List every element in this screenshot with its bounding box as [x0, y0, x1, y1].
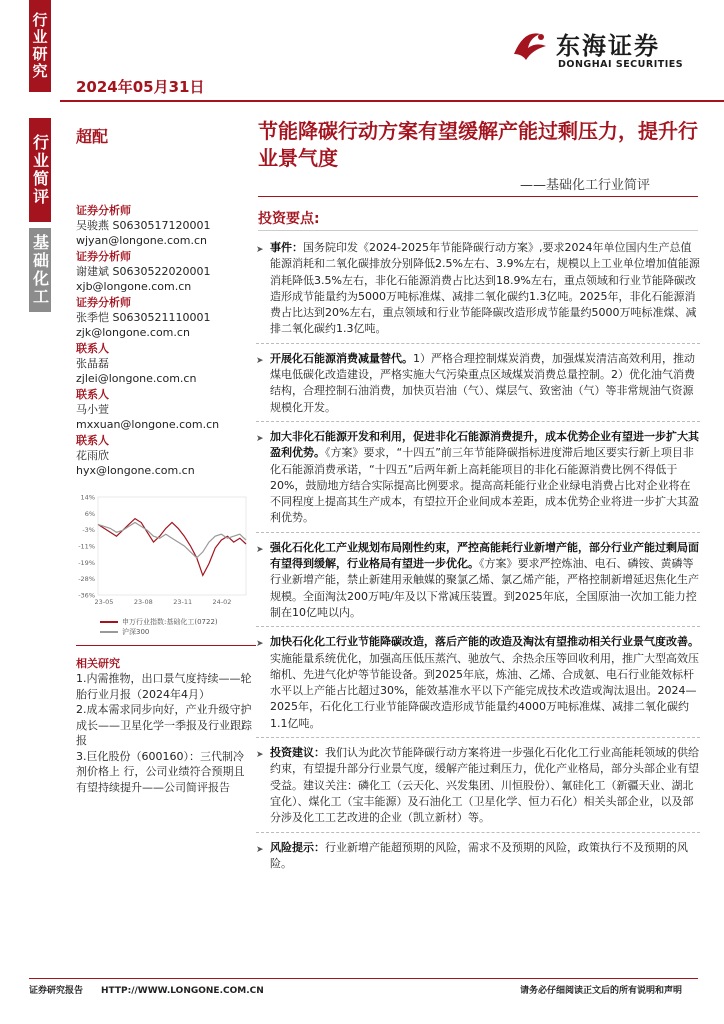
contact-role: 联系人 — [76, 388, 109, 401]
contact-name: 花雨欣 — [76, 449, 109, 462]
x-tick-label: 23-11 — [173, 598, 193, 606]
point-separator — [256, 343, 700, 345]
contact-entry — [76, 340, 256, 386]
contact-entry — [76, 386, 256, 432]
analyst-role: 证券分析师 — [76, 204, 131, 217]
index-performance-chart — [60, 487, 258, 607]
point-text: 国务院印发《2024-2025年节能降碳行动方案》,要求2024年单位国内生产总值能源消耗和二氧化碳排放分别降低2.5%左右、3.9%左右，规模以上工业单位增加值能源消耗降低3.5%左右，非化石能源消费占比达到18.9%左右，重点领域和行业节能降碳改造形成节能量约为5000万吨标准煤、减排二氧化碳约1.3亿吨。2025年，非化石能源消费占比达到20%左右，重点领域和行业节能降碳改造形成节能量约5000万吨标准煤、减排二氧化碳约1.3亿吨。 — [270, 241, 700, 336]
report-date: 2024年05月31日 — [76, 78, 205, 96]
y-tick-label: -28% — [78, 575, 95, 584]
series-line-1 — [98, 519, 246, 576]
point-item — [256, 634, 700, 732]
related-research-item[interactable]: 1.内需推物，出口景气度持续——轮胎行业月报（2024年4月） — [76, 672, 252, 701]
report-type-tab: 行业研究 — [29, 0, 51, 92]
point-item — [256, 745, 700, 826]
arrow-bullet-icon: ➤ — [256, 355, 264, 366]
y-tick-label: 6% — [84, 509, 95, 518]
report-title: 节能降碳行动方案有望缓解产能过剩压力，提升行业景气度 — [258, 119, 698, 170]
analyst-entry — [76, 248, 256, 294]
arrow-bullet-icon: ➤ — [256, 750, 264, 761]
point-separator — [256, 626, 700, 628]
point-item — [256, 429, 700, 527]
legend-swatch-grey — [100, 631, 118, 633]
y-tick-label: -11% — [78, 542, 95, 551]
chart-divider — [76, 645, 256, 646]
contact-name: 张晶磊 — [76, 357, 109, 370]
analyst-role: 证券分析师 — [76, 296, 131, 309]
logo-text-cn: 东海证券 — [556, 32, 660, 60]
point-item — [256, 351, 700, 416]
investment-points-heading: 投资要点: — [258, 211, 320, 227]
side-tab-report-category — [29, 118, 51, 222]
legend-item — [100, 627, 260, 637]
point-head: 投资建议： — [270, 746, 325, 760]
point-separator — [256, 737, 700, 739]
arrow-bullet-icon: ➤ — [256, 639, 264, 650]
side-tab-label: 行业简评 — [30, 134, 50, 206]
analyst-list — [76, 202, 256, 478]
points-divider — [258, 230, 698, 231]
analyst-name: 吴骏燕 S0630517120001 — [76, 219, 211, 232]
related-research-title: 相关研究 — [76, 657, 120, 670]
point-text: 行业新增产能超预期的风险，需求不及预期的风险，政策执行不及预期的风险。 — [270, 840, 688, 870]
company-logo — [510, 22, 700, 74]
header-divider — [60, 100, 724, 102]
logo-mark-icon — [510, 28, 550, 64]
footer-disclaimer: 请务必仔细阅读正文后的所有说明和声明 — [520, 986, 683, 996]
legend-swatch-red — [100, 621, 118, 623]
point-separator — [256, 832, 700, 834]
plot-area — [98, 497, 246, 595]
point-text: 1）严格合理控制煤炭消费，加强煤炭清洁高效利用，推动煤电低碳化改造建设，严格实施大气污染重点区域煤炭消费总量控制。2）优化油气消费结构，合理控制石油消费，加快页岩油（气）、煤层气、致密油（气）等非常规油气资源规模化开发。 — [270, 351, 695, 414]
related-research-list — [76, 671, 254, 795]
y-tick-label: 14% — [80, 493, 95, 502]
point-text: 《方案》要求，“十四五”前三年节能降碳指标进度滞后地区要实行新上项目非化石能源消费承诺，“十四五”后两年新上高耗能项目的非化石能源消费比例不得低于20%，鼓励地方结合实际提高比例要求。提高高耗能行业企业绿电消费占比对企业将在不同程度上提高其生产成本，有望拉开企业间成本差距，成本优势企业将进一步扩大其盈利优势。 — [270, 446, 699, 525]
related-research-item[interactable]: 3.巨化股份（600160）：三代制冷剂价格上 行，公司业绩符合预期且有望持续提升——公司简评报告 — [76, 749, 245, 794]
point-head: 加大非化石能源开发和利用，促进非化石能源消费提升，成本优势企业有望进一步扩大其盈利优势。 — [270, 429, 699, 460]
analyst-role: 证券分析师 — [76, 250, 131, 263]
y-tick-label: -19% — [78, 558, 95, 567]
series-line-2 — [98, 523, 246, 558]
point-item — [256, 240, 700, 338]
contact-entry — [76, 432, 256, 478]
point-item — [256, 540, 700, 621]
arrow-bullet-icon: ➤ — [256, 844, 264, 855]
legend-label: 沪深300 — [122, 628, 150, 636]
point-separator — [256, 421, 700, 423]
point-text: 我们认为此次节能降碳行动方案将进一步强化石化化工行业高能耗领域的供给约束，有望提升部分行业景气度，缓解产能过剩压力，优化产业格局，部分头部企业有望受益。建议关注：磷化工（云天化、兴发集团、川恒股份）、氟硅化工（新疆天业、湖北宜化）、煤化工（宝丰能源）及石油化工（卫星化学、恒力石化）相关头部企业，以及部分涉及化工工艺改进的企业（凯立新材）等。 — [270, 746, 699, 825]
contact-name: 马小萱 — [76, 403, 109, 416]
point-head: 事件： — [270, 241, 303, 254]
contact-email[interactable]: hyx@longone.com.cn — [76, 464, 195, 477]
contact-email[interactable]: mxxuan@longone.com.cn — [76, 418, 220, 431]
point-head: 强化石化化工产业规划布局刚性约束，严控高能耗行业新增产能，部分行业产能过剩局面有望得到缓解，行业格局有望进一步优化。 — [270, 540, 699, 571]
side-tab-label: 基础化工 — [30, 234, 50, 306]
arrow-bullet-icon: ➤ — [256, 544, 264, 555]
x-tick-label: 23-05 — [94, 598, 114, 606]
related-research-item[interactable]: 2.成本需求同步向好，产业升级守护成长——卫星化学一季报及行业跟踪报 — [76, 703, 252, 747]
analyst-name: 谢建斌 S0630522020001 — [76, 265, 211, 278]
x-tick-label: 24-02 — [212, 598, 232, 606]
report-subtitle: ——基础化工行业简评 — [520, 178, 651, 193]
y-tick-label: -3% — [82, 526, 95, 535]
y-tick-label: -36% — [78, 591, 95, 600]
analyst-email[interactable]: zjk@longone.com.cn — [76, 326, 190, 339]
investment-points — [256, 240, 700, 872]
analyst-entry — [76, 294, 256, 340]
legend-label: 申万行业指数:基础化工(0722) — [122, 618, 218, 626]
arrow-bullet-icon: ➤ — [256, 433, 264, 444]
point-head: 开展化石能源消费减量替代。 — [270, 351, 413, 365]
logo-text-en: DONGHAI SECURITIES — [558, 59, 684, 70]
title-divider — [258, 196, 698, 197]
chart-legend — [100, 617, 260, 637]
footer-divider — [29, 978, 698, 979]
side-tab-industry — [29, 228, 51, 312]
analyst-email[interactable]: wjyan@longone.com.cn — [76, 234, 207, 247]
point-item — [256, 840, 700, 873]
analyst-name: 张季恺 S0630521110001 — [76, 311, 211, 324]
x-tick-label: 23-08 — [133, 598, 153, 606]
analyst-email[interactable]: xjb@longone.com.cn — [76, 280, 192, 293]
industry-rating: 超配 — [76, 127, 109, 146]
legend-item — [100, 617, 260, 627]
contact-email[interactable]: zjlei@longone.com.cn — [76, 372, 197, 385]
point-separator — [256, 532, 700, 534]
contact-role: 联系人 — [76, 342, 109, 355]
footer-website[interactable]: 证券研究报告 HTTP://WWW.LONGONE.COM.CN — [29, 986, 264, 996]
point-head: 加快石化化工行业节能降碳改造，落后产能的改造及淘汰有望推动相关行业景气度改善。 — [270, 635, 699, 649]
point-head: 风险提示： — [270, 840, 325, 854]
point-text: 实施能量系统优化，加强高压低压蒸汽、驰放气、余热余压等回收利用，推广大型高效压缩机、先进气化炉等节能设备。到2025年底，炼油、乙烯、合成氨、电石行业能效标杆水平以上产能占比超过30%，能效基准水平以下产能完成技术改造或淘汰退出。2024—2025年，石化化工行业节能降碳改造形成节能量约4000万吨标准煤、减排二氧化碳约1.1亿吨。 — [270, 651, 699, 730]
contact-role: 联系人 — [76, 434, 109, 447]
analyst-entry — [76, 202, 256, 248]
point-text: 《方案》要求严控炼油、电石、磷铵、黄磷等行业新增产能，禁止新建用汞触媒的聚氯乙烯、氯乙烯产能，严格控制新增延迟焦化生产规模。全面淘汰200万吨/年及以下常减压装置。到2025年底，全国原油一次加工能力控制在10亿吨以内。 — [270, 557, 699, 619]
arrow-bullet-icon: ➤ — [256, 245, 264, 255]
